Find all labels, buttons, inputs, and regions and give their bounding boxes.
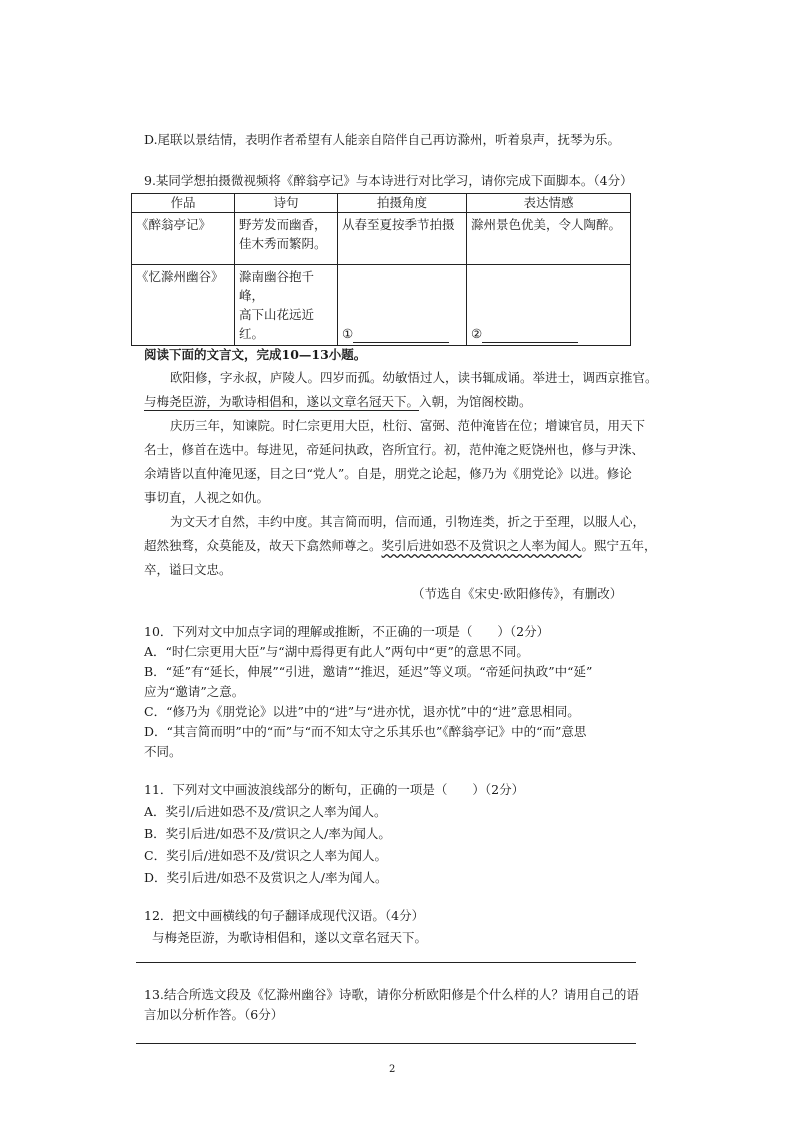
work-cell: 《醉翁亭记》 [132, 213, 235, 265]
header-poem: 诗句 [235, 194, 338, 213]
poem-line: 高下山花远近红。 [239, 307, 315, 341]
header-emotion: 表达情感 [467, 194, 631, 213]
passage-line: 欧阳修，字永叔，庐陵人。四岁而孤。幼敏悟过人，读书辄成诵。举进士，调西京推官。 [170, 370, 658, 385]
emotion-cell: 滁州景色优美，令人陶醉。 [467, 213, 631, 265]
answer-blank-2[interactable] [482, 328, 578, 343]
q13-stem-cont: 言加以分析作答。（6分） [144, 1007, 284, 1022]
q10-option-d-cont: 不同。 [144, 744, 182, 759]
passage-text: 。熙宁五年， [581, 538, 657, 553]
passage-source: （节选自《宋史·欧阳修传》，有删改） [412, 586, 623, 601]
q10-option-a: A．“时仁宗更用大臣”与“湖中焉得更有此人”两句中“更”的意思不同。 [144, 644, 529, 659]
poem-cell [235, 213, 338, 265]
table-row [132, 213, 631, 265]
page-number: 2 [389, 1064, 396, 1075]
work-cell: 《忆滁州幽谷》 [132, 265, 235, 346]
poem-cell [235, 265, 338, 346]
answer-line-q12[interactable] [136, 962, 636, 963]
passage-line: 名士，修首在选中。每进见，帝延问执政，咨所宜行。初，范仲淹之贬饶州也，修与尹洙、 [144, 442, 645, 457]
q9-stem: 9.某同学想拍摄微视频将《醉翁亭记》与本诗进行对比学习，请你完成下面脚本。（4分） [144, 173, 633, 188]
q10-stem: 10．下列对文中加点字词的理解或推断，不正确的一项是（ ）（2分） [144, 624, 550, 639]
blank-marker-2: ② [471, 326, 483, 341]
wavy-underlined-sentence: 奖引后进如恐不及赏识之人率为闻人 [381, 538, 582, 553]
q10-option-c: C．“修乃为《朋党论》以进”中的“进”与“进亦忧，退亦忧”中的“进”意思相同。 [144, 704, 580, 719]
script-table [131, 193, 631, 346]
header-work: 作品 [132, 194, 235, 213]
passage-line: 庆历三年，知谏院。时仁宗更用大臣，杜衍、富弼、范仲淹皆在位；增谏官员，用天下 [170, 418, 646, 433]
poem-line: 滁南幽谷抱千峰， [239, 269, 315, 303]
blank-marker-1: ① [342, 326, 354, 341]
q11-option-c: C．奖引后/进如恐不及/赏识之人率为闻人。 [144, 848, 387, 863]
q11-option-a: A．奖引/后进如恐不及/赏识之人率为闻人。 [144, 804, 387, 819]
passage-line: 余靖皆以直仲淹见逐，目之曰“党人”。自是，朋党之论起，修乃为《朋党论》以进。修论 [144, 466, 632, 481]
poem-line: 佳木秀而繁阴。 [239, 236, 327, 251]
answer-blank-1[interactable] [353, 328, 449, 343]
q11-option-b: B．奖引后进/如恐不及/赏识之人/率为闻人。 [144, 826, 391, 841]
answer-line-q13[interactable] [136, 1043, 636, 1044]
passage-line: 为文天才自然，丰约中度。其言简而明，信而通，引物连类，折之于至理，以服人心， [170, 514, 646, 529]
q11-stem: 11．下列对文中画波浪线部分的断句，正确的一项是（ ）（2分） [144, 782, 525, 797]
passage-line: 事切直，人视之如仇。 [144, 490, 270, 505]
underlined-sentence: 与梅尧臣游，为歌诗相倡和，遂以文章名冠天下。 [144, 394, 420, 409]
q11-option-d: D．奖引后进/如恐不及赏识之人/率为闻人。 [144, 870, 388, 885]
q12-sentence: 与梅尧臣游，为歌诗相倡和，遂以文章名冠天下。 [152, 930, 428, 945]
q10-option-b: B．“延”有“延长，伸展”“引进，邀请”“推迟，延迟”等义项。“帝延问执政”中“延” [144, 664, 593, 679]
passage-text: 入朝，为馆阁校勘。 [419, 394, 532, 409]
q10-option-b-cont: 应为“邀请”之意。 [144, 684, 245, 699]
table-row [132, 265, 631, 346]
q10-option-d: D．“其言简而明”中的“而”与“而不知太守之乐其乐也”《醉翁亭记》中的“而”意思 [144, 724, 587, 739]
passage-line: 卒，谥曰文忠。 [144, 562, 232, 577]
q13-stem: 13.结合所选文段及《忆滁州幽谷》诗歌，请你分析欧阳修是个什么样的人？请用自己的语 [144, 987, 639, 1002]
header-angle: 拍摄角度 [338, 194, 467, 213]
angle-cell: 从春至夏按季节拍摄 [338, 213, 467, 265]
passage-text: 超然独骛，众莫能及，故天下翕然师尊之。 [144, 538, 382, 553]
q12-stem: 12．把文中画横线的句子翻译成现代汉语。（4分） [144, 908, 425, 923]
poem-line: 野芳发而幽香， [239, 217, 327, 232]
passage-line [144, 537, 657, 555]
passage-line [144, 393, 532, 411]
angle-answer-cell[interactable] [338, 265, 467, 346]
emotion-answer-cell[interactable] [467, 265, 631, 346]
table-header-row [132, 194, 631, 213]
reading-instruction: 阅读下面的文言文，完成10—13小题。 [144, 347, 367, 362]
option-d-previous: D.尾联以景结情，表明作者希望有人能亲自陪伴自己再访滁州，听着泉声，抚琴为乐。 [144, 132, 621, 147]
